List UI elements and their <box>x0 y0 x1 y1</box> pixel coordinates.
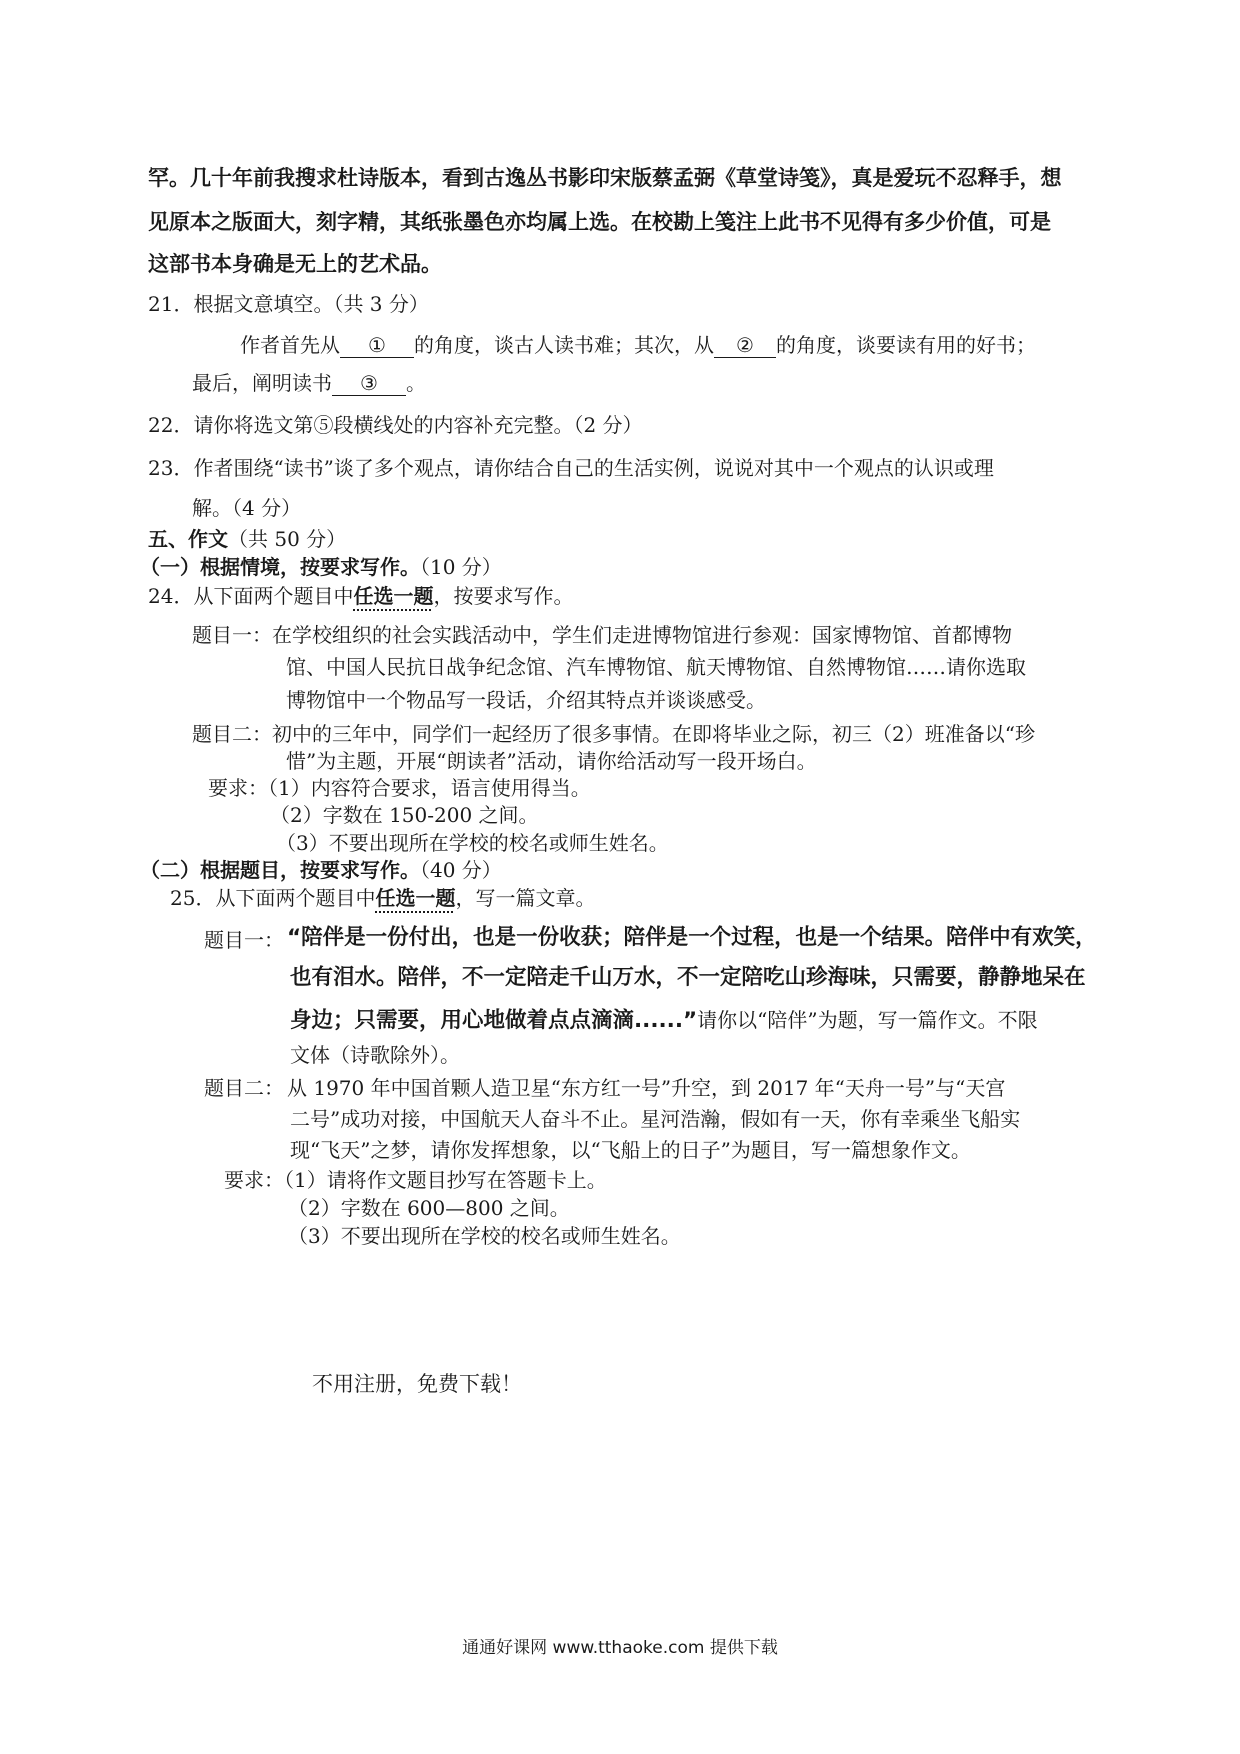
section-5-score: （共 50 分） <box>228 527 347 551</box>
q25-topic1-line-3: 身边；只需要，用心地做着点点滴滴......”请你以“陪伴”为题，写一篇作文。不限 <box>290 1008 1038 1033</box>
part-1-title: （一）根据情境，按要求写作。 <box>140 555 420 579</box>
passage-line-3: 这部书本身确是无上的艺术品。 <box>148 252 442 276</box>
q21-text-c: 的角度，谈要读有用的好书； <box>776 333 1036 357</box>
part-1-heading <box>140 553 502 581</box>
q21-text-d: 最后，阐明读书 <box>192 371 332 395</box>
passage-line-1: 罕。几十年前我搜求杜诗版本，看到古逸丛书影印宋版蔡孟弼《草堂诗笺》，真是爱玩不忍释手，想 <box>148 166 1062 190</box>
q25-text-b: ，写一篇文章。 <box>455 886 596 910</box>
q25-topic2-line-2: 二号”成功对接，中国航天人奋斗不止。星河浩瀚，假如有一天，你有幸乘坐飞船实 <box>290 1107 1021 1131</box>
q23-line-2: 解。（4 分） <box>192 496 302 520</box>
q25-topic2-prefix: 题目二： <box>204 1076 284 1100</box>
q24-topic2-line-1: 题目二：初中的三年中，同学们一起经历了很多事情。在即将毕业之际，初三（2）班准备以“珍 <box>192 722 1035 746</box>
q24-topic1-line-1: 题目一：在学校组织的社会实践活动中，学生们走进博物馆进行参观：国家博物馆、首都博物 <box>192 623 1012 647</box>
q25-req-1: 要求：（1）请将作文题目抄写在答题卡上。 <box>224 1168 607 1192</box>
q24-topic1-line-3: 博物馆中一个物品写一段话，介绍其特点并谈谈感受。 <box>286 688 766 712</box>
q24-req-2: （2）字数在 150-200 之间。 <box>270 803 539 827</box>
q21-text-e: 。 <box>406 371 426 395</box>
q21-text-b: 的角度，谈古人读书难；其次，从 <box>414 333 714 357</box>
q21-blank-1[interactable]: ① <box>340 333 414 358</box>
q25-req-3: （3）不要出现所在学校的校名或师生姓名。 <box>288 1224 681 1248</box>
q24-text-b: ，按要求写作。 <box>433 584 574 608</box>
q25-topic1-line-1: “陪伴是一份付出，也是一份收获；陪伴是一个过程，也是一个结果。陪伴中有欢笑， <box>287 925 1097 950</box>
q21-stem: 21．根据文意填空。（共 3 分） <box>148 292 429 316</box>
q24-emphasis: 任选一题 <box>353 584 434 608</box>
q24-req-3: （3）不要出现所在学校的校名或师生姓名。 <box>276 831 669 855</box>
q21-line-2 <box>192 369 426 397</box>
passage-line-2: 见原本之版面大，刻字精，其纸张墨色亦均属上选。在校勘上笺注上此书不见得有多少价值，可是 <box>148 210 1051 234</box>
section-5-heading <box>148 525 346 553</box>
section-5-title: 五、作文 <box>148 527 228 551</box>
q24-stem <box>148 582 573 610</box>
q24-topic2-line-2: 惜”为主题，开展“朗读者”活动，请你给活动写一段开场白。 <box>286 749 817 773</box>
q22-stem: 22．请你将选文第⑤段横线处的内容补充完整。（2 分） <box>148 413 643 437</box>
q25-topic1-prefix: 题目一： <box>204 928 284 952</box>
q25-emphasis: 任选一题 <box>375 886 456 910</box>
promo-text: 不用注册，免费下载！ <box>312 1372 522 1396</box>
q21-text-a: 作者首先从 <box>240 333 340 357</box>
q25-topic1-line-2: 也有泪水。陪伴，不一定陪走千山万水，不一定陪吃山珍海味，只需要，静静地呆在 <box>290 965 1086 990</box>
part-2-title: （二）根据题目，按要求写作。 <box>140 858 420 882</box>
part-2-score: （40 分） <box>420 858 502 882</box>
q21-blank-2[interactable]: ② <box>714 333 776 358</box>
q24-req-1: 要求：（1）内容符合要求，语言使用得当。 <box>208 776 591 800</box>
q24-topic1-line-2: 馆、中国人民抗日战争纪念馆、汽车博物馆、航天博物馆、自然博物馆……请你选取 <box>286 655 1026 679</box>
part-2-heading <box>140 856 502 884</box>
part-1-score: （10 分） <box>420 555 502 579</box>
q25-stem <box>170 884 595 912</box>
q25-req-2: （2）字数在 600—800 之间。 <box>288 1196 570 1220</box>
q25-topic1-line-4: 文体（诗歌除外）。 <box>290 1043 460 1067</box>
q25-topic2-line-1: 从 1970 年中国首颗人造卫星“东方红一号”升空，到 2017 年“天舟一号”与“天宫 <box>287 1076 1006 1100</box>
q24-text-a: 24．从下面两个题目中 <box>148 584 354 608</box>
q21-line-1 <box>240 331 1036 359</box>
q21-blank-3[interactable]: ③ <box>332 371 406 396</box>
q25-topic2-line-3: 现“飞天”之梦，请你发挥想象，以“飞船上的日子”为题目，写一篇想象作文。 <box>290 1138 971 1162</box>
page-footer: 通通好课网 www.tthaoke.com 提供下载 <box>462 1638 778 1658</box>
q23-line-1: 23．作者围绕“读书”谈了多个观点，请你结合自己的生活实例，说说对其中一个观点的认识或理 <box>148 456 994 480</box>
q25-text-a: 25．从下面两个题目中 <box>170 886 376 910</box>
